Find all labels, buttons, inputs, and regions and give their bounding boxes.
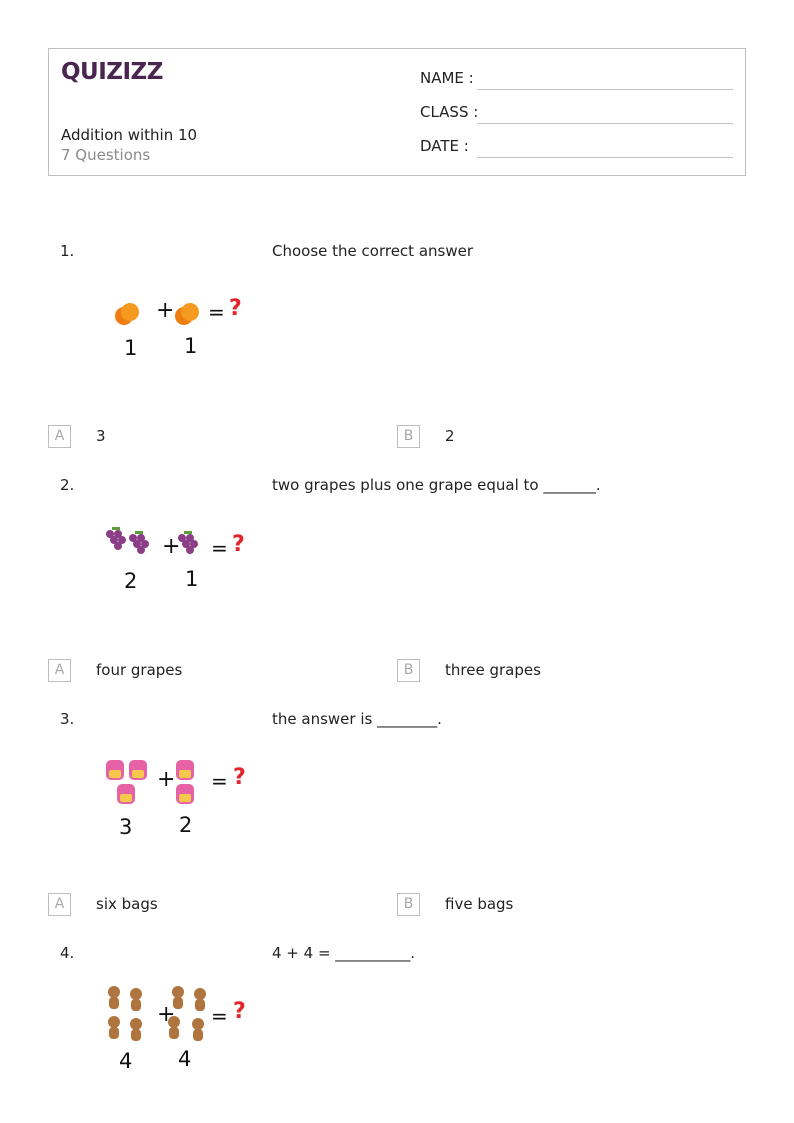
backpack-icon xyxy=(176,760,194,780)
option-b-box[interactable]: B xyxy=(397,425,420,448)
class-line[interactable] xyxy=(477,123,733,124)
monkey-icon xyxy=(108,1016,120,1039)
worksheet-title: Addition within 10 xyxy=(61,126,198,144)
quizizz-logo: QUIZIZZ xyxy=(61,59,163,85)
monkey-icon xyxy=(108,986,120,1009)
question-text: Choose the correct answer xyxy=(272,242,473,260)
question-mark: ? xyxy=(233,765,246,790)
question-text: two grapes plus one grape equal to _______. xyxy=(272,476,601,494)
class-label: CLASS : xyxy=(420,103,479,121)
grapes-icon xyxy=(178,531,198,554)
left-count: 3 xyxy=(119,815,133,839)
right-count: 1 xyxy=(185,567,199,591)
option-a-text[interactable]: 3 xyxy=(96,427,106,445)
left-count: 2 xyxy=(124,569,138,593)
right-count: 1 xyxy=(184,334,198,358)
right-count: 4 xyxy=(178,1047,192,1071)
backpack-icon xyxy=(117,784,135,804)
plus-sign: + xyxy=(156,298,175,323)
date-line[interactable] xyxy=(477,157,733,158)
equals-sign: = xyxy=(208,300,225,324)
option-b-text[interactable]: 2 xyxy=(445,427,455,445)
option-a-box[interactable]: A xyxy=(48,659,71,682)
equals-sign: = xyxy=(211,1004,228,1028)
option-b-text[interactable]: three grapes xyxy=(445,661,541,679)
grapes-icon xyxy=(129,531,149,554)
question-mark: ? xyxy=(229,296,242,321)
right-count: 2 xyxy=(179,813,193,837)
worksheet-header xyxy=(48,48,746,176)
option-a-box[interactable]: A xyxy=(48,425,71,448)
name-line[interactable] xyxy=(477,89,733,90)
left-count: 4 xyxy=(119,1049,133,1073)
monkey-icon xyxy=(130,1018,142,1041)
left-count: 1 xyxy=(124,336,138,360)
backpack-icon xyxy=(176,784,194,804)
grapes-icon xyxy=(106,527,126,550)
option-a-text[interactable]: four grapes xyxy=(96,661,183,679)
question-text: the answer is ________. xyxy=(272,710,442,728)
option-a-box[interactable]: A xyxy=(48,893,71,916)
question-mark: ? xyxy=(232,532,245,557)
question-number: 3. xyxy=(60,710,75,728)
equals-sign: = xyxy=(211,769,228,793)
plus-sign: + xyxy=(162,534,181,559)
backpack-icon xyxy=(106,760,124,780)
name-label: NAME : xyxy=(420,69,474,87)
question-count: 7 Questions xyxy=(61,146,151,164)
date-label: DATE : xyxy=(420,137,469,155)
option-b-text[interactable]: five bags xyxy=(445,895,514,913)
option-a-text[interactable]: six bags xyxy=(96,895,158,913)
orange-icon xyxy=(175,303,199,325)
question-number: 4. xyxy=(60,944,75,962)
orange-icon xyxy=(115,303,139,325)
monkey-icon xyxy=(130,988,142,1011)
option-b-box[interactable]: B xyxy=(397,893,420,916)
question-text: 4 + 4 = __________. xyxy=(272,944,416,962)
question-number: 2. xyxy=(60,476,75,494)
monkey-icon xyxy=(192,1018,204,1041)
option-b-box[interactable]: B xyxy=(397,659,420,682)
monkey-icon xyxy=(194,988,206,1011)
plus-sign: + xyxy=(157,1002,176,1027)
question-mark: ? xyxy=(233,999,246,1024)
question-number: 1. xyxy=(60,242,75,260)
plus-sign: + xyxy=(157,767,176,792)
backpack-icon xyxy=(129,760,147,780)
equals-sign: = xyxy=(211,536,228,560)
